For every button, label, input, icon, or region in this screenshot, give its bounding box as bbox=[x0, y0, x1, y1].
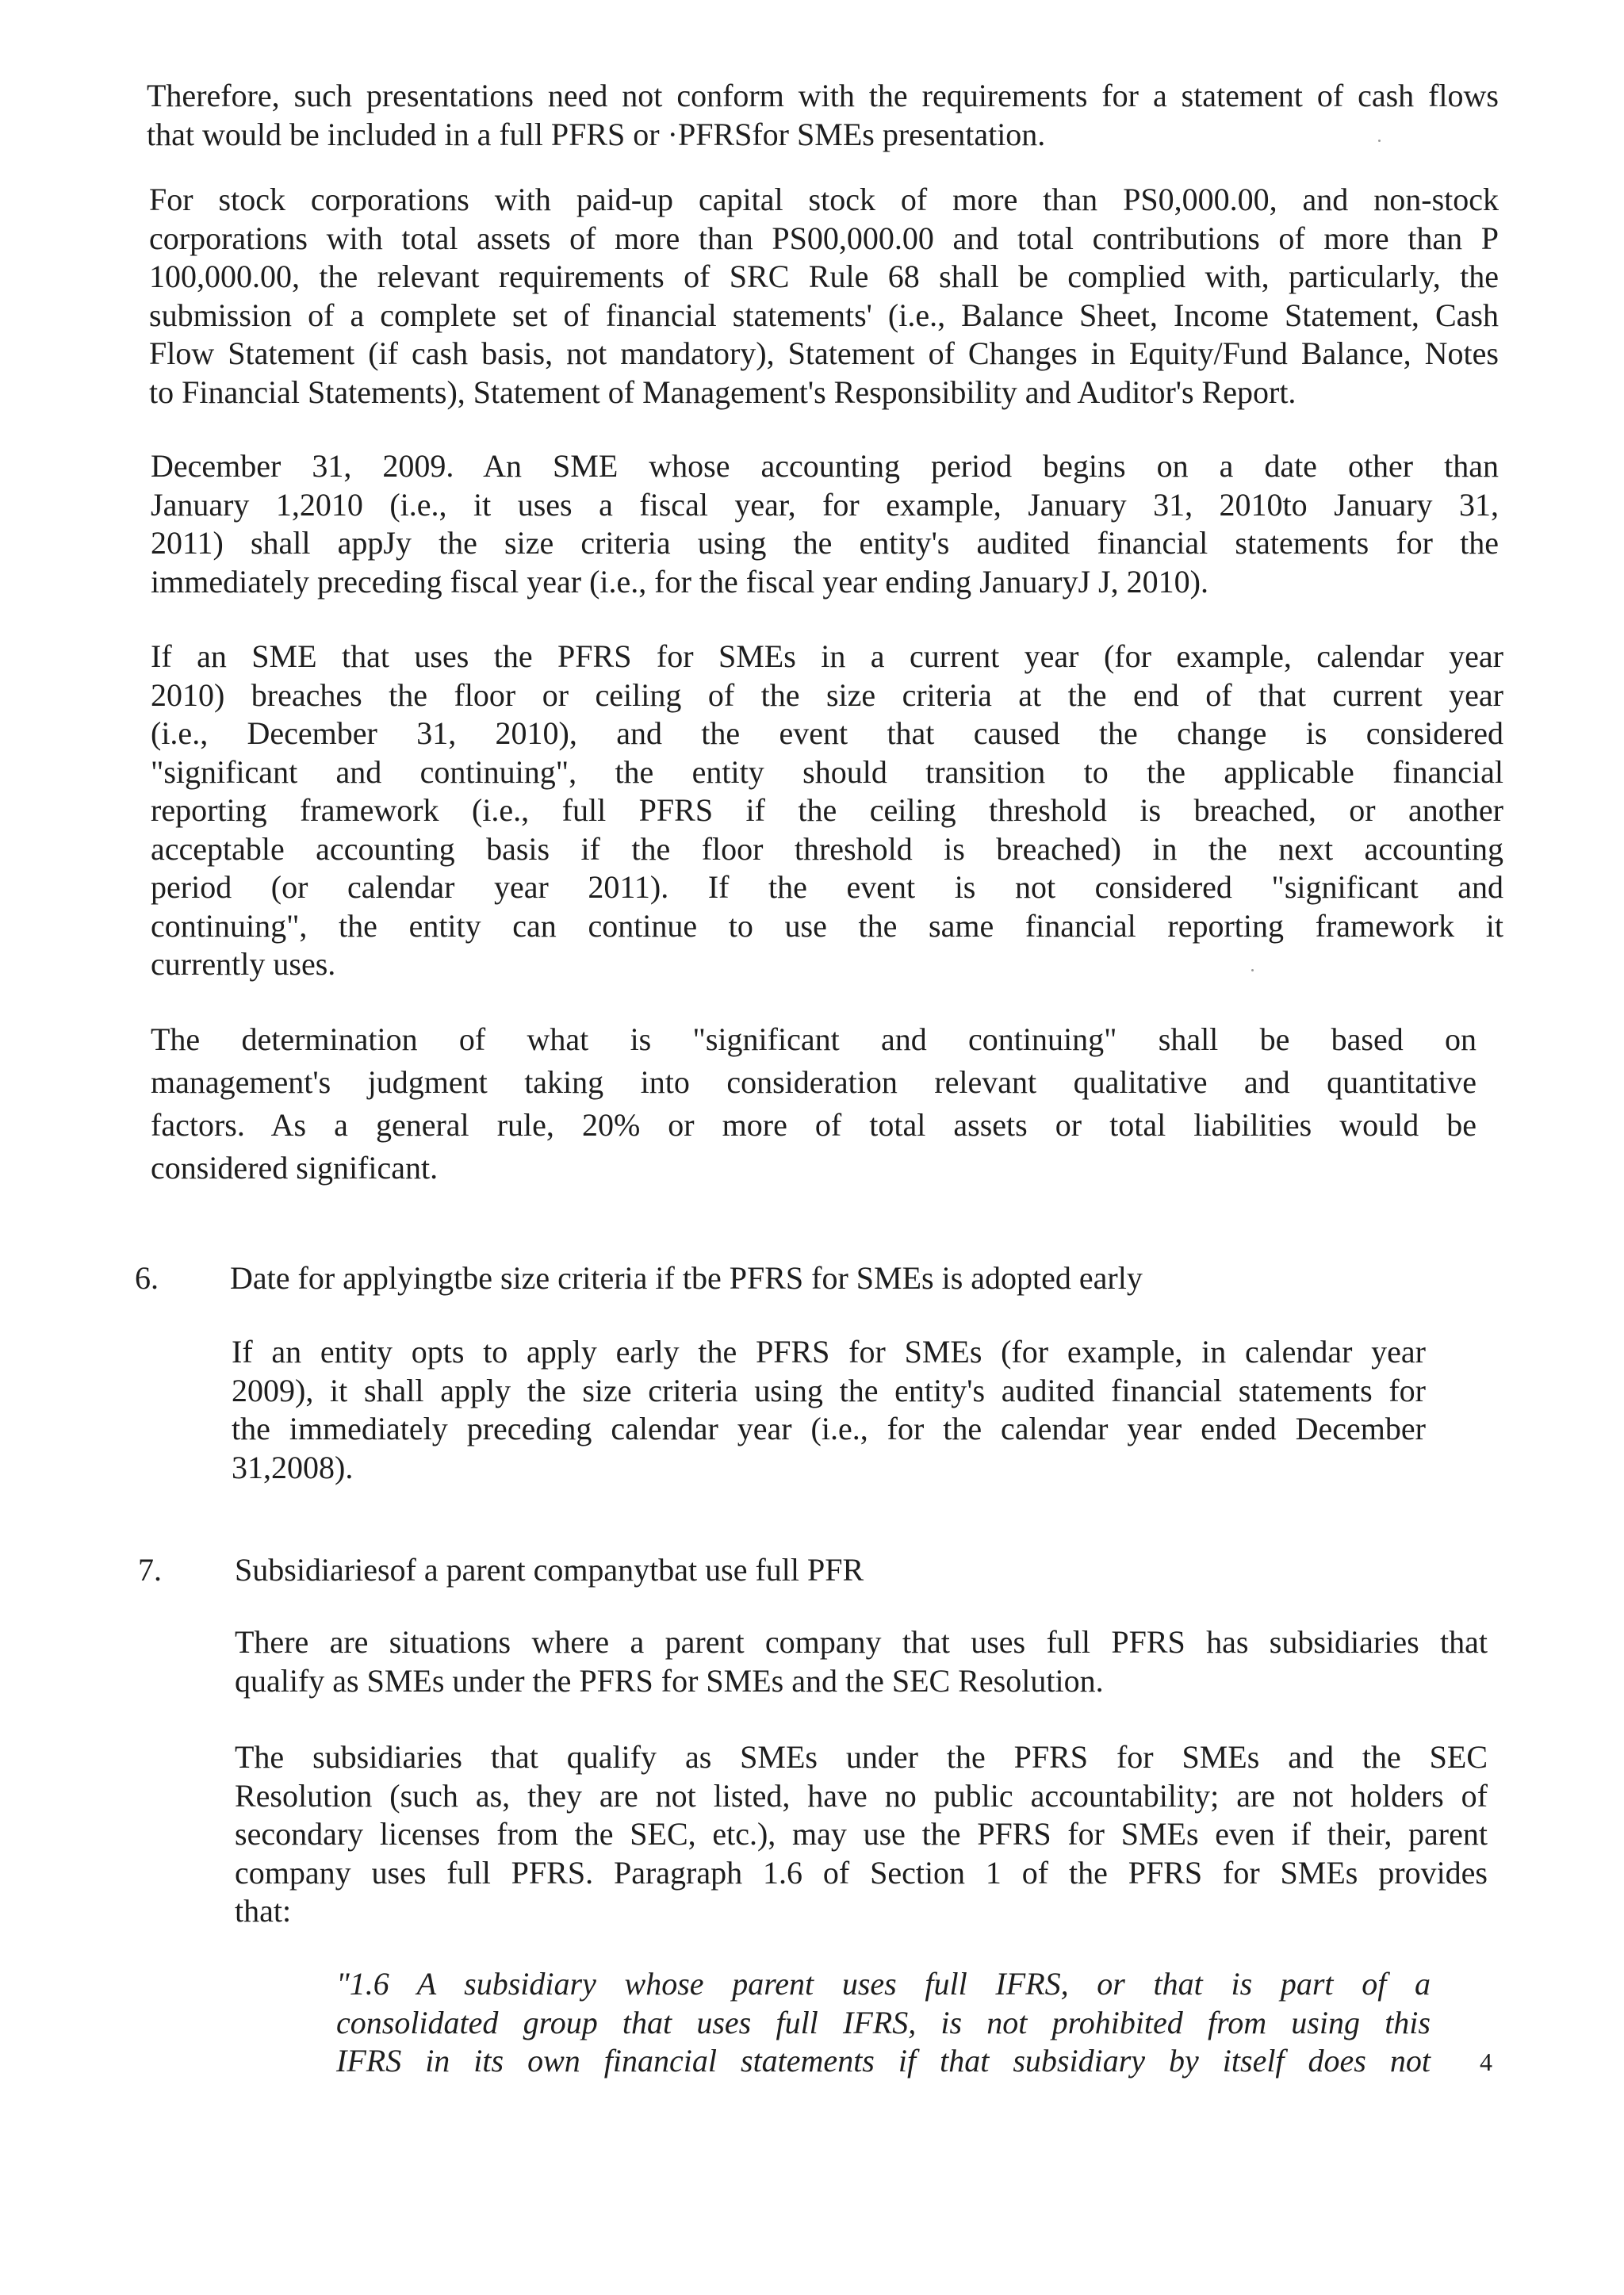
text-line: The subsidiaries that qualify as SMEs under the PFRS for SMEs and the SEC bbox=[235, 1739, 1488, 1775]
text-line: Therefore, such presentations need not conform with the requirements for a statement of cash flows bbox=[147, 78, 1499, 113]
text-line: For stock corporations with paid-up capital stock of more than PS0,000.00, and non-stock bbox=[149, 182, 1499, 217]
text-line: Resolution (such as, they are not listed, have no public accountability; are not holders of bbox=[235, 1777, 1488, 1814]
text-line: considered significant. bbox=[151, 1150, 439, 1186]
text-line: IFRS in its own financial statements if that subsidiary by itself does not bbox=[336, 2043, 1431, 2079]
item-body-subsidiaries-qualify bbox=[235, 1738, 1488, 1931]
text-line: The determination of what is "significant and continuing" shall be based on bbox=[151, 1021, 1477, 1057]
text-line: qualify as SMEs under the PFRS for SMEs and the SEC Resolution. bbox=[235, 1662, 1104, 1699]
paragraph-cash-flows bbox=[147, 77, 1499, 154]
item-heading: Subsidiariesof a parent companytbat use full PFR bbox=[235, 1552, 864, 1588]
paragraph-significant-determination bbox=[151, 1018, 1477, 1190]
text-line: If an entity opts to apply early the PFRS for SMEs (for example, in calendar year bbox=[232, 1334, 1426, 1370]
paragraph-fiscal-year bbox=[151, 447, 1499, 601]
text-line: January 1,2010 (i.e., it uses a fiscal year, for example, January 31, 2010to January 31, bbox=[151, 486, 1499, 523]
text-line: consolidated group that uses full IFRS, is not prohibited from using this bbox=[336, 2004, 1431, 2040]
text-line: (i.e., December 31, 2010), and the event that caused the change is considered bbox=[151, 715, 1503, 751]
page-number: 4 bbox=[1480, 2048, 1492, 2076]
text-line: reporting framework (i.e., full PFRS if the ceiling threshold is breached, or another bbox=[151, 792, 1503, 828]
scan-speck bbox=[1251, 969, 1254, 971]
text-line: "significant and continuing", the entity should transition to the applicable financial bbox=[151, 753, 1503, 790]
text-line: acceptable accounting basis if the floor threshold is breached) in the next accounting bbox=[151, 830, 1503, 867]
text-line: the immediately preceding calendar year (i.e., for the calendar year ended December bbox=[232, 1411, 1426, 1446]
scan-speck bbox=[1378, 140, 1381, 142]
text-line: 31,2008). bbox=[232, 1449, 354, 1485]
item-body-early-adoption bbox=[232, 1333, 1426, 1487]
text-line: immediately preceding fiscal year (i.e., for the fiscal year ending JanuaryJ J, 2010). bbox=[151, 563, 1208, 600]
text-line: period (or calendar year 2011). If the event is not considered "significant and bbox=[151, 869, 1503, 905]
text-line: that: bbox=[235, 1893, 292, 1929]
text-line: management's judgment taking into consideration relevant qualitative and quantitative bbox=[151, 1064, 1477, 1100]
text-line: currently uses. bbox=[151, 946, 336, 982]
text-line: continuing", the entity can continue to use the same financial reporting framework it bbox=[151, 907, 1503, 944]
text-line: There are situations where a parent company that uses full PFRS has subsidiaries that bbox=[235, 1624, 1488, 1660]
quoted-paragraph bbox=[336, 1965, 1431, 2081]
text-line: "1.6 A subsidiary whose parent uses full IFRS, or that is part of a bbox=[336, 1966, 1431, 2002]
text-line: 2011) shall appJy the size criteria using the entity's audited financial statements for the bbox=[151, 525, 1499, 561]
text-line: If an SME that uses the PFRS for SMEs in a current year (for example, calendar year bbox=[151, 638, 1503, 674]
item-number: 6. bbox=[135, 1260, 159, 1296]
paragraph-stock-corporations bbox=[149, 181, 1499, 412]
item-heading: Date for applyingtbe size criteria if tbe PFRS for SMEs is adopted early bbox=[230, 1260, 1143, 1296]
paragraph-breach-size-criteria bbox=[151, 638, 1503, 984]
text-line: secondary licenses from the SEC, etc.), may use the PFRS for SMEs even if their, parent bbox=[235, 1816, 1488, 1852]
text-line: 100,000.00, the relevant requirements of SRC Rule 68 shall be complied with, particularly, the bbox=[149, 259, 1499, 294]
text-line: to Financial Statements), Statement of Management's Responsibility and Auditor's Report. bbox=[149, 374, 1297, 410]
text-line: 2010) breaches the floor or ceiling of the size criteria at the end of that current year bbox=[151, 676, 1503, 713]
item-number: 7. bbox=[138, 1552, 162, 1588]
text-line: corporations with total assets of more than PS00,000.00 and total contributions of more than P bbox=[149, 220, 1499, 256]
text-line: December 31, 2009. An SME whose accounting period begins on a date other than bbox=[151, 448, 1499, 484]
text-line: 2009), it shall apply the size criteria using the entity's audited financial statements for bbox=[232, 1372, 1426, 1408]
text-line: factors. As a general rule, 20% or more of total assets or total liabilities would be bbox=[151, 1107, 1477, 1143]
text-line: that would be included in a full PFRS or ·PFRSfor SMEs presentation. bbox=[147, 116, 1046, 152]
text-line: company uses full PFRS. Paragraph 1.6 of Section 1 of the PFRS for SMEs provides bbox=[235, 1854, 1488, 1891]
text-line: Flow Statement (if cash basis, not mandatory), Statement of Changes in Equity/Fund Balance, Notes bbox=[149, 335, 1499, 371]
item-body-subsidiaries-intro bbox=[235, 1623, 1488, 1700]
text-line: submission of a complete set of financial statements' (i.e., Balance Sheet, Income Statement, Cash bbox=[149, 297, 1499, 333]
